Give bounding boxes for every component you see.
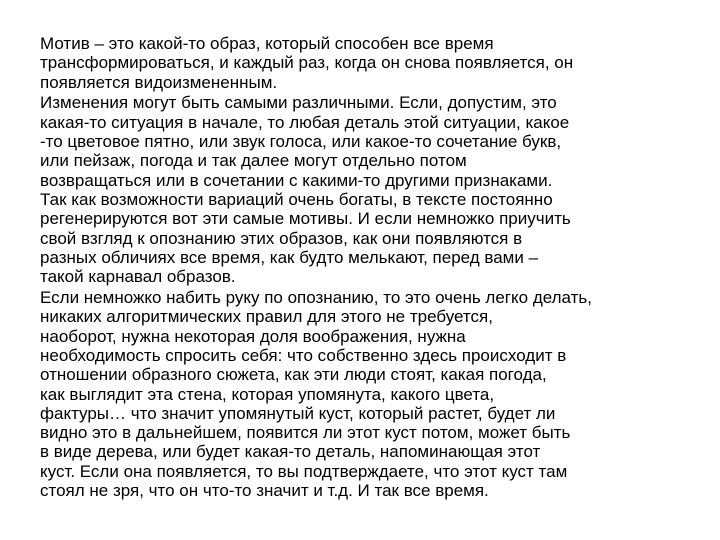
text-line: Мотив – это какой-то образ, который способен все время	[40, 34, 494, 53]
text-body	[40, 34, 710, 502]
text-line: -то цветовое пятно, или звук голоса, или какое-то сочетание букв,	[40, 132, 562, 152]
text-line: Так как возможности вариаций очень богаты, в тексте постоянно	[40, 189, 553, 209]
paragraph-motif-definition	[40, 34, 710, 92]
text-line: наоборот, нужна некоторая доля воображения, нужна	[40, 326, 466, 346]
text-line: в виде дерева, или будет какая-то деталь, напоминающая этот	[40, 442, 541, 462]
paragraph-variations	[40, 93, 710, 286]
text-line: или пейзаж, погода и так далее могут отдельно потом	[40, 151, 467, 171]
text-line: как выглядит эта стена, которая упомянута, какого цвета,	[40, 384, 495, 404]
text-line: необходимость спросить себя: что собственно здесь происходит в	[40, 345, 567, 365]
paragraph-recognition	[40, 288, 710, 500]
text-line: стоял не зря, что он что-то значит и т.д. И так все время.	[40, 481, 489, 501]
text-line: фактуры… что значит упомянутый куст, который растет, будет ли	[40, 403, 556, 423]
text-line: Если немножко набить руку по опознанию, то это очень легко делать,	[40, 288, 592, 308]
text-line: видно это в дальнейшем, появится ли этот куст потом, может быть	[40, 423, 571, 443]
text-line: регенерируются вот эти самые мотивы. И если немножко приучить	[40, 209, 571, 229]
text-line: разных обличиях все время, как будто мелькают, перед вами –	[40, 247, 539, 267]
text-line: куст. Если она появляется, то вы подтверждаете, что этот куст там	[40, 461, 568, 481]
text-line: Изменения могут быть самыми различными. Если, допустим, это	[40, 93, 557, 113]
text-line: трансформироваться, и каждый раз, когда он снова появляется, он	[40, 53, 574, 73]
text-line: появляется видоизмененным.	[40, 72, 278, 92]
text-line: возвращаться или в сочетании с какими-то другими признаками.	[40, 170, 553, 190]
text-line: такой карнавал образов.	[40, 267, 236, 287]
text-line: никаких алгоритмических правил для этого не требуется,	[40, 307, 493, 327]
text-line: отношении образного сюжета, как эти люди стоят, какая погода,	[40, 365, 547, 385]
text-line: какая-то ситуация в начале, то любая деталь этой ситуации, какое	[40, 112, 570, 132]
text-line: свой взгляд к опознанию этих образов, как они появляются в	[40, 228, 523, 248]
